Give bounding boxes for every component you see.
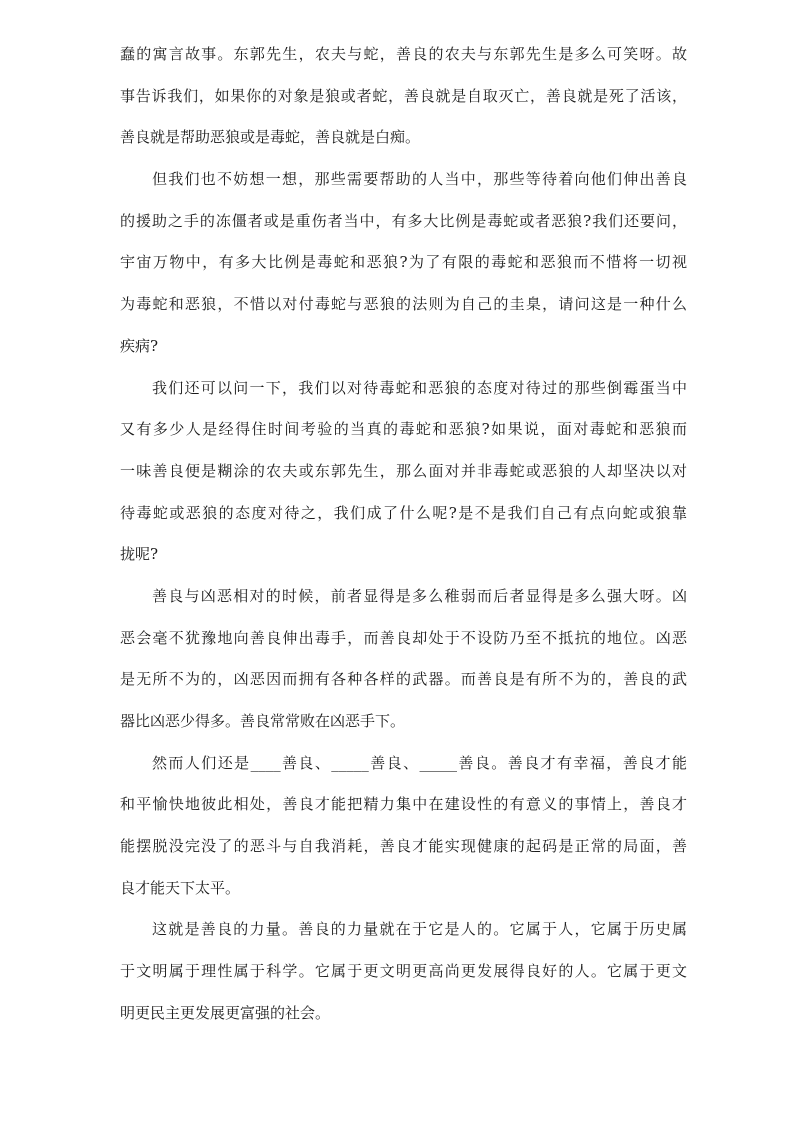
paragraph-line: 但我们也不妨想一想，那些需要帮助的人当中，那些等待着向他们伸出善良 — [152, 170, 687, 189]
paragraph-line: 善良就是帮助恶狼或是毒蛇，善良就是白痴。 — [120, 128, 421, 147]
paragraph-line: 拢呢? — [120, 545, 159, 564]
paragraph-line: 为毒蛇和恶狼，不惜以对付毒蛇与恶狼的法则为自己的圭臬，请问这是一种什么 — [120, 295, 687, 314]
paragraph-line: 事告诉我们，如果你的对象是狼或者蛇，善良就是自取灭亡，善良就是死了活该， — [120, 86, 687, 105]
paragraph-line: 的援助之手的冻僵者或是重伤者当中，有多大比例是毒蛇或者恶狼?我们还要问， — [120, 211, 687, 230]
paragraph-line: 是无所不为的，凶恶因而拥有各种各样的武器。而善良是有所不为的，善良的武 — [120, 670, 687, 689]
paragraph-line: 疾病? — [120, 336, 159, 355]
paragraph-line: 然而人们还是____善良、_____善良、_____善良。善良才有幸福，善良才能 — [152, 753, 687, 772]
paragraph — [120, 34, 687, 159]
paragraph — [120, 368, 687, 576]
paragraph-line: 器比凶恶少得多。善良常常败在凶恶手下。 — [120, 712, 406, 730]
paragraph-line: 一味善良便是糊涂的农夫或东郭先生，那么面对并非毒蛇或恶狼的人却坚决以对 — [120, 461, 687, 480]
paragraph-line: 这就是善良的力量。善良的力量就在于它是人的。它属于人，它属于历史属 — [152, 920, 687, 939]
paragraph-line: 能摆脱没完没了的恶斗与自我消耗，善良才能实现健康的起码是正常的局面，善 — [120, 837, 687, 856]
paragraph-line: 我们还可以问一下，我们以对待毒蛇和恶狼的态度对待过的那些倒霉蛋当中 — [152, 378, 687, 397]
paragraph-line: 良才能天下太平。 — [120, 878, 241, 897]
body-text — [120, 34, 687, 1035]
paragraph-line: 又有多少人是经得住时间考验的当真的毒蛇和恶狼?如果说，面对毒蛇和恶狼而 — [120, 420, 687, 439]
paragraph-line: 于文明属于理性属于科学。它属于更文明更高尚更发展得良好的人。它属于更文 — [120, 962, 687, 981]
paragraph — [120, 576, 687, 743]
paragraph-line: 待毒蛇或恶狼的态度对待之，我们成了什么呢?是不是我们自己有点向蛇或狼靠 — [120, 503, 687, 522]
paragraph-line: 宇宙万物中，有多大比例是毒蛇和恶狼?为了有限的毒蛇和恶狼而不惜将一切视 — [120, 253, 687, 272]
paragraph — [120, 909, 687, 1034]
paragraph — [120, 743, 687, 910]
paragraph-line: 恶会毫不犹豫地向善良伸出毒手，而善良却处于不设防乃至不抵抗的地位。凶恶 — [120, 628, 687, 647]
paragraph-line: 和平愉快地彼此相处，善良才能把精力集中在建设性的有意义的事情上，善良才 — [120, 795, 687, 814]
paragraph-line: 明更民主更发展更富强的社会。 — [120, 1003, 331, 1022]
paragraph-line: 善良与凶恶相对的时候，前者显得是多么稚弱而后者显得是多么强大呀。凶 — [152, 586, 687, 605]
paragraph — [120, 159, 687, 367]
paragraph-line: 蠢的寓言故事。东郭先生，农夫与蛇，善良的农夫与东郭先生是多么可笑呀。故 — [120, 45, 687, 63]
